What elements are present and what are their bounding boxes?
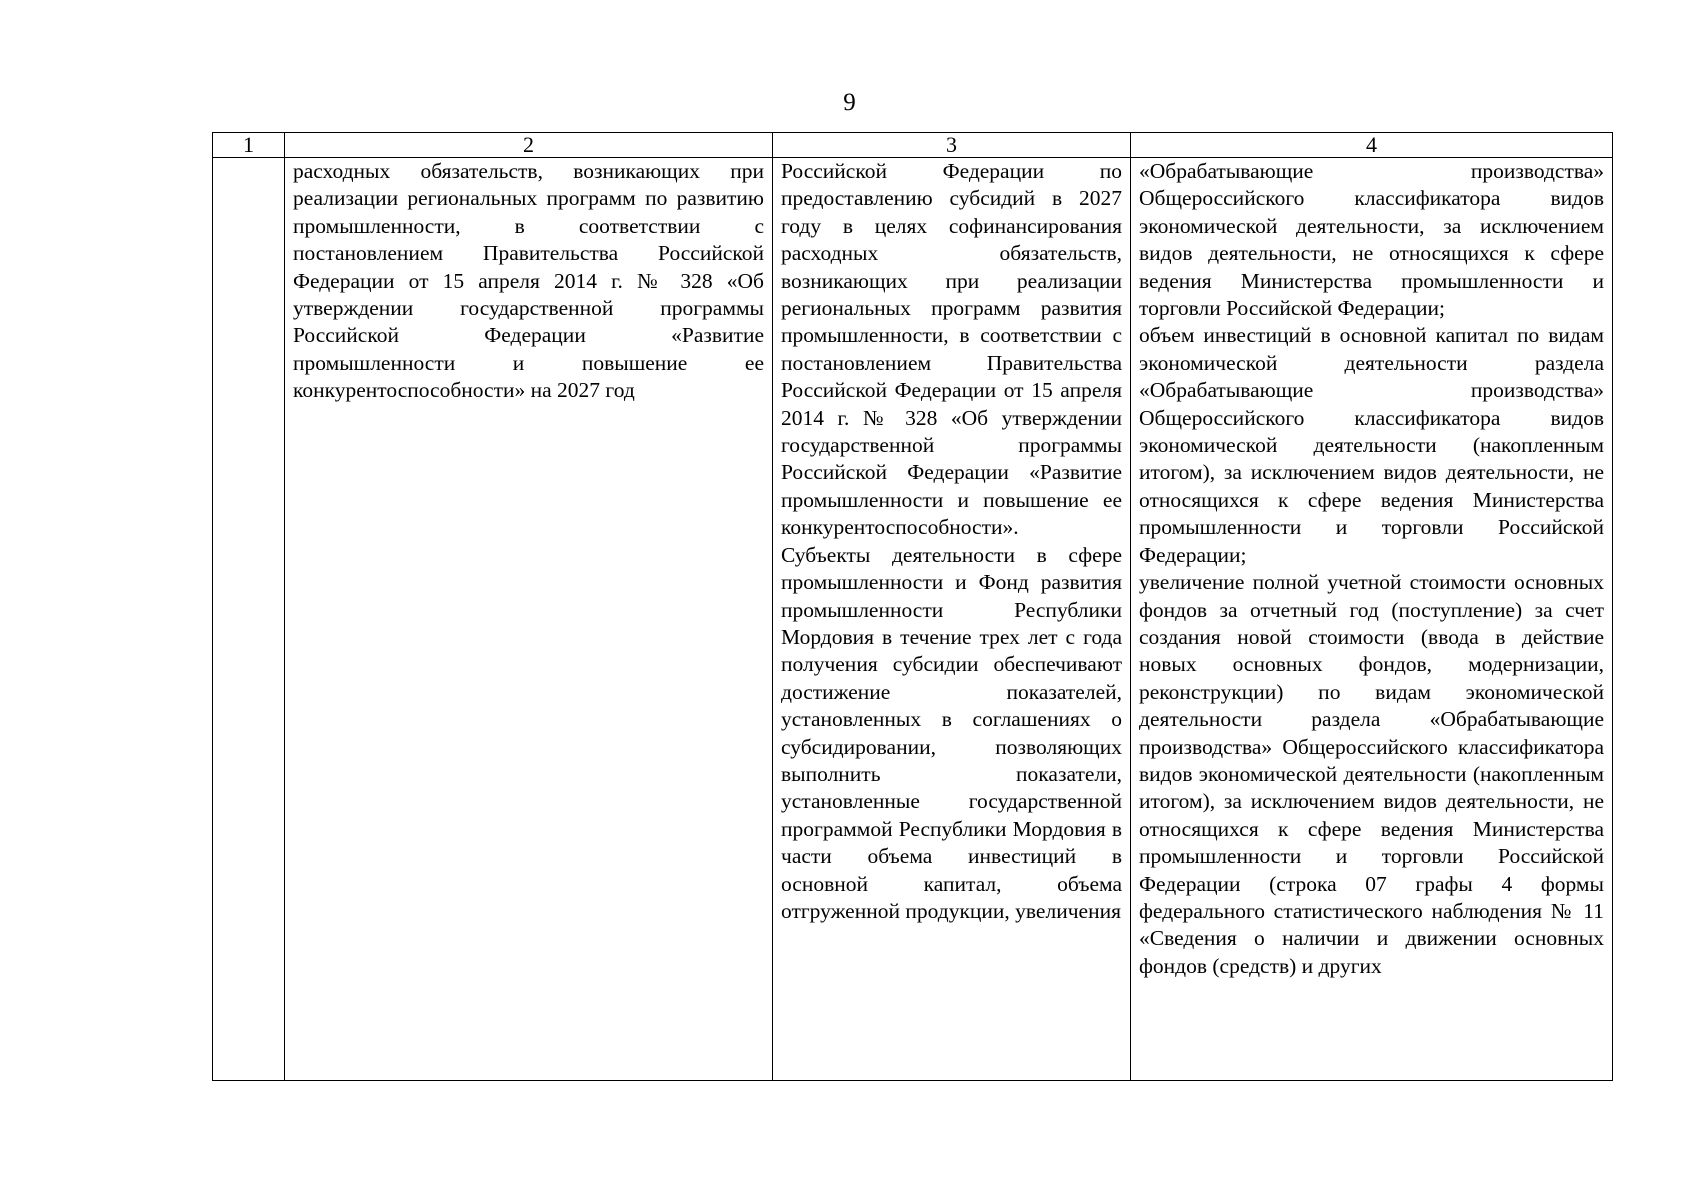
table-header-row xyxy=(213,133,1613,158)
table-cell-col1 xyxy=(213,158,285,1081)
col3-paragraph-2: Субъекты деятельности в сфере промышленности и Фонд развития промышленности Республики Мордовия в течение трех лет с года получения субсидии обеспечивают достижение показателей, установленных в соглашениях о субсидировании, позволяющих выполнить показатели, установленные государственной программой Республики Мордовия в части объема инвестиций в основной капитал, объема отгруженной продукции, увеличения xyxy=(781,542,1122,923)
col4-paragraph-1: «Обрабатывающие производства» Общероссийского классификатора видов экономической деятельности, за исключением видов деятельности, не относящихся к сфере ведения Министерства промышленности и торговли Российской Федерации; xyxy=(1139,159,1604,321)
column-header-3: 3 xyxy=(773,133,1131,158)
col4-paragraph-3: увеличение полной учетной стоимости основных фондов за отчетный год (поступление) за счет создания новой стоимости (ввода в действие новых основных фондов, модернизации, реконструкции) по видам экономической деятельности раздела «Обрабатывающие производства» Общероссийского классификатора видов экономической деятельности (накопленным итогом), за исключением видов деятельности, не относящихся к сфере ведения Министерства промышленности и торговли Российской Федерации (строка 07 графы 4 формы федерального статистического наблюдения № 11 «Сведения о наличии и движении основных фондов (средств) и других xyxy=(1139,570,1604,978)
column-header-4: 4 xyxy=(1131,133,1613,158)
table-row xyxy=(213,158,1613,1081)
table-cell-col3 xyxy=(773,158,1131,1081)
column-header-1: 1 xyxy=(213,133,285,158)
col4-paragraph-2: объем инвестиций в основной капитал по видам экономической деятельности раздела «Обрабатывающие производства» Общероссийского классификатора видов экономической деятельности (накопленным итогом), за исключением видов деятельности, не относящихся к сфере ведения Министерства промышленности и торговли Российской Федерации; xyxy=(1139,323,1604,567)
table-cell-col4 xyxy=(1131,158,1613,1081)
col2-paragraph: расходных обязательств, возникающих при реализации региональных программ по развитию промышленности, в соответствии с постановлением Правительства Российской Федерации от 15 апреля 2014 г. № 328 «Об утверждении государственной программы Российской Федерации «Развитие промышленности и повышение ее конкурентоспособности» на 2027 год xyxy=(293,159,764,403)
col3-paragraph-1: Российской Федерации по предоставлению субсидий в 2027 году в целях софинансирования расходных обязательств, возникающих при реализации региональных программ развития промышленности, в соответствии с постановлением Правительства Российской Федерации от 15 апреля 2014 г. № 328 «Об утверждении государственной программы Российской Федерации «Развитие промышленности и повышение ее конкурентоспособности». xyxy=(781,159,1122,540)
column-header-2: 2 xyxy=(285,133,773,158)
page-number: 9 xyxy=(843,89,856,116)
table-cell-col2 xyxy=(285,158,773,1081)
document-table xyxy=(212,132,1613,1081)
